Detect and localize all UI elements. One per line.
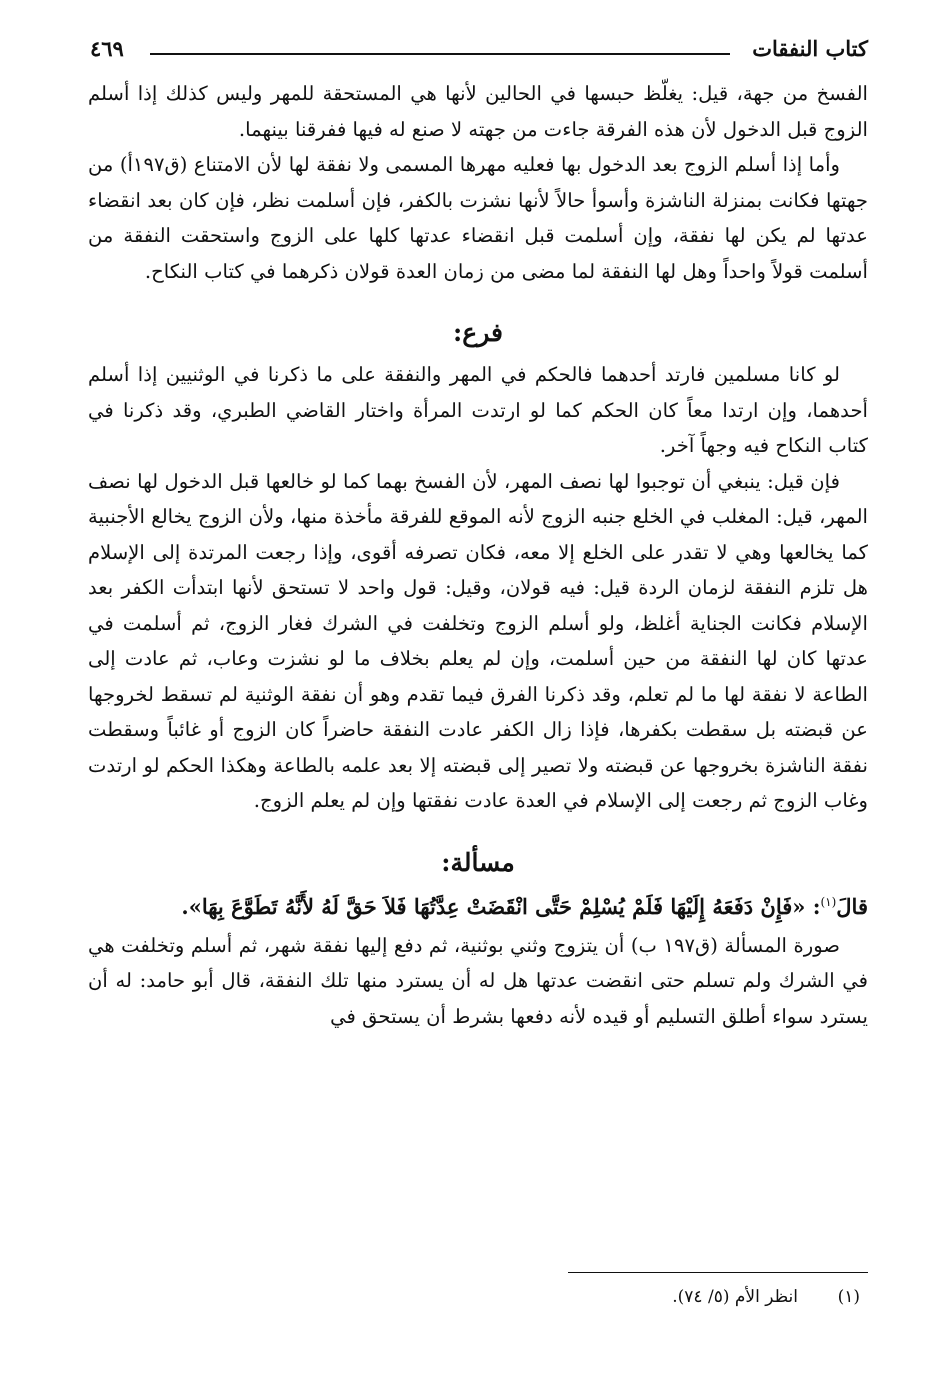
paragraph-2: وأما إذا أسلم الزوج بعد الدخول بها فعليه مهرها المسمى ولا نفقة لها لأن الامتناع (ق١٩٧أ) من جهتها فكانت بمنزلة الناشزة وأسوأ حالاً لأنها نشزت بالكفر، فإن أسلمت نظر، فإن كان بعد انقضاء عدتها لم يكن لها نفقة، وإن أسلمت قبل انقضاء عدتها كلها على الزوج واستحقت النفقة من أسلمت قولاً واحداً وهل لها النفقة لما مضى من زمان العدة قولان ذكرهما في كتاب النكاح.	[88, 153, 868, 283]
page-number: ٤٦٩	[90, 36, 124, 61]
footnote-number: (١)	[837, 1287, 860, 1307]
paragraph-5: صورة المسألة (ق١٩٧ ب) أن يتزوج وثني بوثنية، ثم دفع إليها نفقة شهر، ثم أسلم وتخلفت هي في الشرك ولم تسلم حتى انقضت عدتها هل له أن يسترد منها تلك النفقة، قال أبو حامد: له أن يسترد سواء أطلق التسليم أو قيده لأنه دفعها بشرط أن يستحق في	[88, 933, 868, 1028]
running-title: كتاب النفقات	[752, 36, 868, 61]
footnotes	[88, 1272, 868, 1311]
page-header	[88, 28, 868, 68]
paragraph-1: الفسخ من جهة، قيل: يغلّظ حبسها في الحالين لأنها هي المستحقة للمهر وليس كذلك إذا أسلم الزوج قبل الدخول لأن هذه الفرقة جاءت من جهته لا صنع له فيها ففرقنا بينهما.	[88, 82, 868, 141]
header-rule	[150, 53, 730, 55]
footnote-reference[interactable]: (١)	[820, 894, 837, 909]
footnote-1	[88, 1283, 868, 1311]
section-heading-masala: مسألة:	[441, 847, 515, 877]
paragraph-3: لو كانا مسلمين فارتد أحدهما فالحكم في المهر والنفقة على ما ذكرنا في الوثنيين إذا أسلم أحدهما، وإن ارتدا معاً كان الحكم كما لو ارتدت المرأة واختار القاضي الطبري، وقد ذكرنا في كتاب النكاح فيه وجهاً آخر.	[88, 363, 868, 457]
quote-prefix: قالَ	[836, 893, 868, 919]
paragraph-4: فإن قيل: ينبغي أن توجبوا لها نصف المهر، لأن الفسخ بهما كما لو خالعها قبل الدخول لها نصف المهر، قيل: المغلب في الخلع جنبه الزوج لأنه الموقع للفرقة مأخذة منها، ولأن الزوج يخالع الأجنبية كما يخالعها وهي لا تقدر على الخلع إلا معه، فكان تصرفه أقوى، وإذا رجعت المرتدة إلى الإسلام هل تلزم النفقة لزمان الردة قيل: فيه قولان، وقيل: قول واحد لا تستحق لأنها ابتدأت الكفر بعد الإسلام فكانت الجناية أغلظ، ولو أسلم الزوج وتخلفت في الشرك فغار الزوج، ثم أسلمت في عدتها كان لها النفقة من حين أسلمت، وإن لم يعلم بخلاف ما لو نشزت وعاب، ثم عادت إلى الطاعة لا نفقة لها ما لم تعلم، وقد ذكرنا الفرق فيما تقدم وهو أن نفقة الوثنية لم تسقط لخروجها عن قبضته بل سقطت بكفرها، فإذا زال الكفر عادت النفقة حاضراً كان الزوج أو غائباً وسقطت نفقة الناشزة بخروجها عن قبضته ولا تصير إلى قبضته إلا بعد علمه بالطاعة وهكذا الحكم لو ارتدت وغاب الزوج ثم رجعت إلى الإسلام في العدة عادت نفقتها وإن لم يعلم الزوج.	[88, 469, 868, 812]
quoted-text	[88, 883, 868, 926]
footnote-rule	[568, 1272, 868, 1273]
quote-body: : «فَإِنْ دَفَعَهُ إِلَيْهَا فَلَمْ يُسْلِمْ حَتَّى انْقَضَتْ عِدَّتُهَا فَلاَ حَقَّ لَهُ لأَنَّهُ تَطَوَّعَ بِهَا».	[181, 893, 821, 919]
section-heading-far: فرع:	[453, 318, 503, 347]
main-text	[88, 76, 868, 1034]
page	[88, 28, 868, 1034]
footnote-text: انظر الأم (٥/ ٧٤).	[672, 1287, 798, 1307]
